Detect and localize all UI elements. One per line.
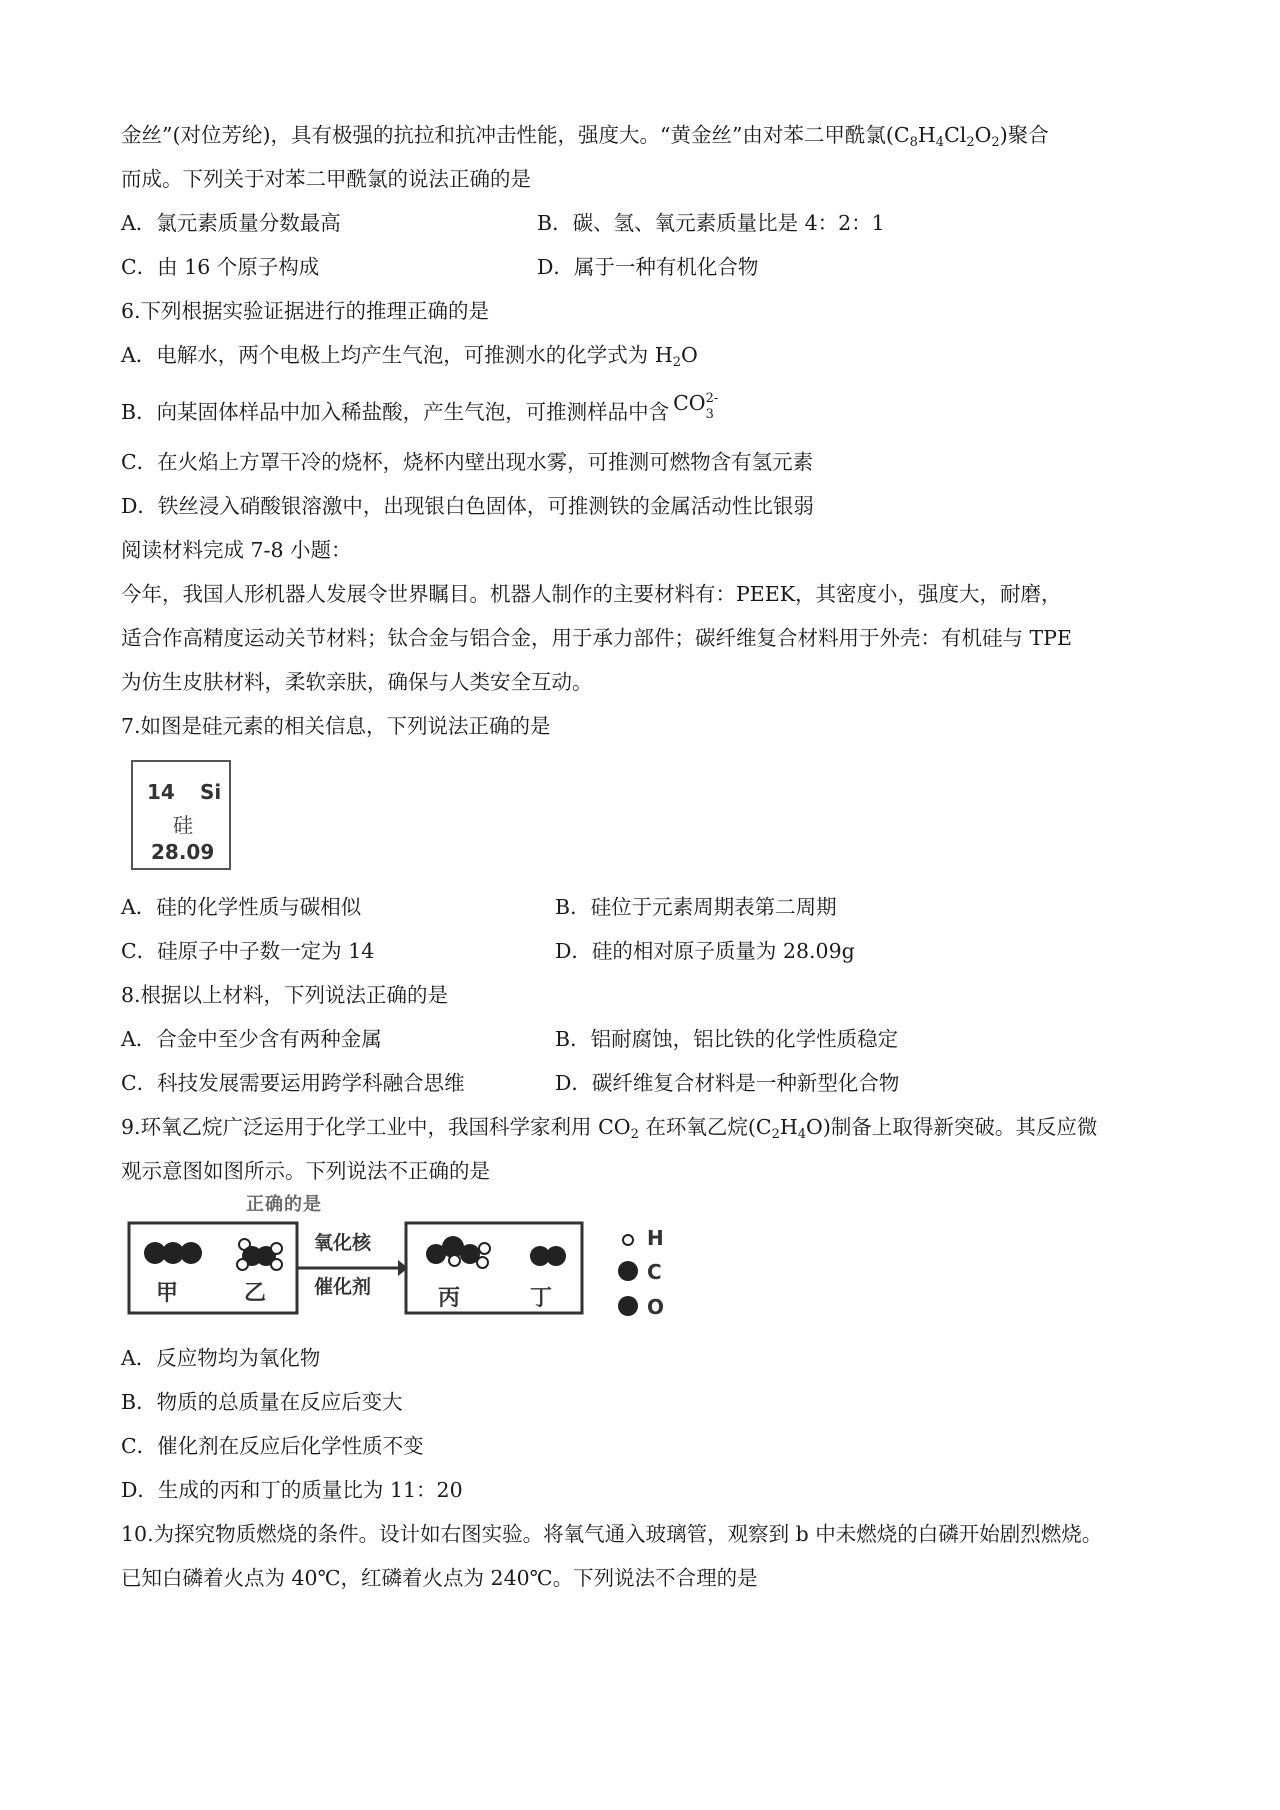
q10-stem-line1: 10.为探究物质燃烧的条件。设计如右图实验。将氧气通入玻璃管，观察到 b 中未燃烧的白磷开始剧烈燃烧。 (121, 1522, 1103, 1546)
oxygen-atom (546, 1246, 566, 1266)
q6-stem: 6.下列根据实验证据进行的推理正确的是 (121, 299, 490, 323)
q9-stem-line2: 观示意图如图所示。下列说法不正确的是 (121, 1159, 490, 1183)
q8-option-d: D．碳纤维复合材料是一种新型化合物 (555, 1071, 900, 1095)
silicon-element-card (131, 760, 231, 870)
element-name: 硅 (173, 813, 193, 837)
q5-stem-line1: 金丝”(对位芳纶)，具有极强的抗拉和抗冲击性能，强度大。“黄金丝”由对苯二甲酰氯$(C_8H_4Cl_2O_2)$聚合 (121, 123, 1049, 150)
hydrogen-atom (236, 1258, 249, 1271)
legend-o-label: O (647, 1295, 665, 1319)
q8-option-b: B．铝耐腐蚀，铝比铁的化学性质稳定 (555, 1027, 899, 1051)
q7-option-b: B．硅位于元素周期表第二周期 (555, 895, 837, 919)
legend-oxygen-symbol (618, 1296, 638, 1316)
q5-option-c: C．由 16 个原子构成 (121, 255, 320, 279)
q5-option-b: B．碳、氢、氧元素质量比是 4：2：1 (537, 211, 885, 235)
label-bing: 丙 (438, 1286, 461, 1311)
q6-option-b: B．向某固体样品中加入稀盐酸，产生气泡，可推测样品中含 CO 2- 3 (121, 391, 719, 424)
catalyst-line2: 催化剂 (314, 1276, 372, 1298)
legend-c-label: C (647, 1260, 662, 1284)
hydrogen-atom (476, 1256, 489, 1269)
material-paragraph-line3: 为仿生皮肤材料，柔软亲肤，确保与人类安全互动。 (121, 670, 593, 694)
q9-option-d: D．生成的丙和丁的质量比为 11：20 (121, 1478, 463, 1502)
q9-option-b: B．物质的总质量在反应后变大 (121, 1390, 403, 1414)
hydrogen-atom (478, 1242, 491, 1255)
label-yi: 乙 (244, 1281, 267, 1306)
q6-option-d: D．铁丝浸入硝酸银溶激中，出现银白色固体，可推测铁的金属活动性比银弱 (121, 494, 814, 518)
q8-option-a: A．合金中至少含有两种金属 (121, 1027, 382, 1051)
q5-option-d: D．属于一种有机化合物 (537, 255, 759, 279)
q9-option-a: A．反应物均为氧化物 (121, 1346, 321, 1370)
material-paragraph-line2: 适合作高精度运动关节材料；钛合金与铝合金，用于承力部件；碳纤维复合材料用于外壳：有机硅与 TPE (121, 626, 1072, 650)
legend-hydrogen-symbol (622, 1234, 634, 1246)
reaction-micro-diagram (126, 1194, 696, 1348)
q6-option-c: C．在火焰上方罩干冷的烧杯，烧杯内壁出现水雾，可推测可燃物含有氢元素 (121, 450, 814, 474)
atomic-number: 14 (147, 780, 175, 804)
q8-option-c: C．科技发展需要运用跨学科融合思维 (121, 1071, 465, 1095)
co2-oxygen-atom (180, 1242, 202, 1264)
q7-stem: 7.如图是硅元素的相关信息，下列说法正确的是 (121, 714, 551, 738)
q7-option-a: A．硅的化学性质与碳相似 (121, 895, 362, 919)
reaction-frame (126, 1198, 696, 1348)
q9-stem-line1: 9.环氧乙烷广泛运用于化学工业中，我国科学家利用 $CO_2$ 在环氧乙烷$(C_2H_4O)$制备上取得新突破。其反应微 (121, 1115, 1098, 1142)
q5-option-a: A．氯元素质量分数最高 (121, 211, 341, 235)
hydrogen-atom (448, 1254, 461, 1267)
q9-option-c: C．催化剂在反应后化学性质不变 (121, 1434, 424, 1458)
legend-h-label: H (647, 1226, 664, 1250)
relative-atomic-mass: 28.09 (151, 840, 215, 864)
q5-stem-line2: 而成。下列关于对苯二甲酰氯的说法正确的是 (121, 167, 531, 191)
hydrogen-atom (270, 1242, 283, 1255)
q10-stem-line2: 已知白磷着火点为 40℃，红磷着火点为 240℃。下列说法不合理的是 (121, 1566, 758, 1590)
scan-remnant-text: 正确的是 (246, 1194, 322, 1215)
label-ding: 丁 (530, 1286, 553, 1311)
element-symbol: Si (200, 780, 222, 804)
catalyst-line1: 氧化核 (314, 1232, 372, 1254)
carbonate-ion: CO 2- 3 (673, 391, 719, 422)
q8-stem: 8.根据以上材料，下列说法正确的是 (121, 983, 449, 1007)
q7-option-d: D．硅的相对原子质量为 28.09g (555, 939, 855, 963)
material-intro: 阅读材料完成 7-8 小题： (121, 538, 352, 562)
q7-option-c: C．硅原子中子数一定为 14 (121, 939, 375, 963)
legend-carbon-symbol (618, 1261, 638, 1281)
label-jia: 甲 (156, 1281, 179, 1306)
q6-option-a: A．电解水，两个电极上均产生气泡，可推测水的化学式为 $H_2O$ (121, 343, 698, 370)
material-paragraph-line1: 今年，我国人形机器人发展令世界瞩目。机器人制作的主要材料有：PEEK，其密度小，强度大，耐磨， (121, 582, 1062, 606)
hydrogen-atom (270, 1258, 283, 1271)
